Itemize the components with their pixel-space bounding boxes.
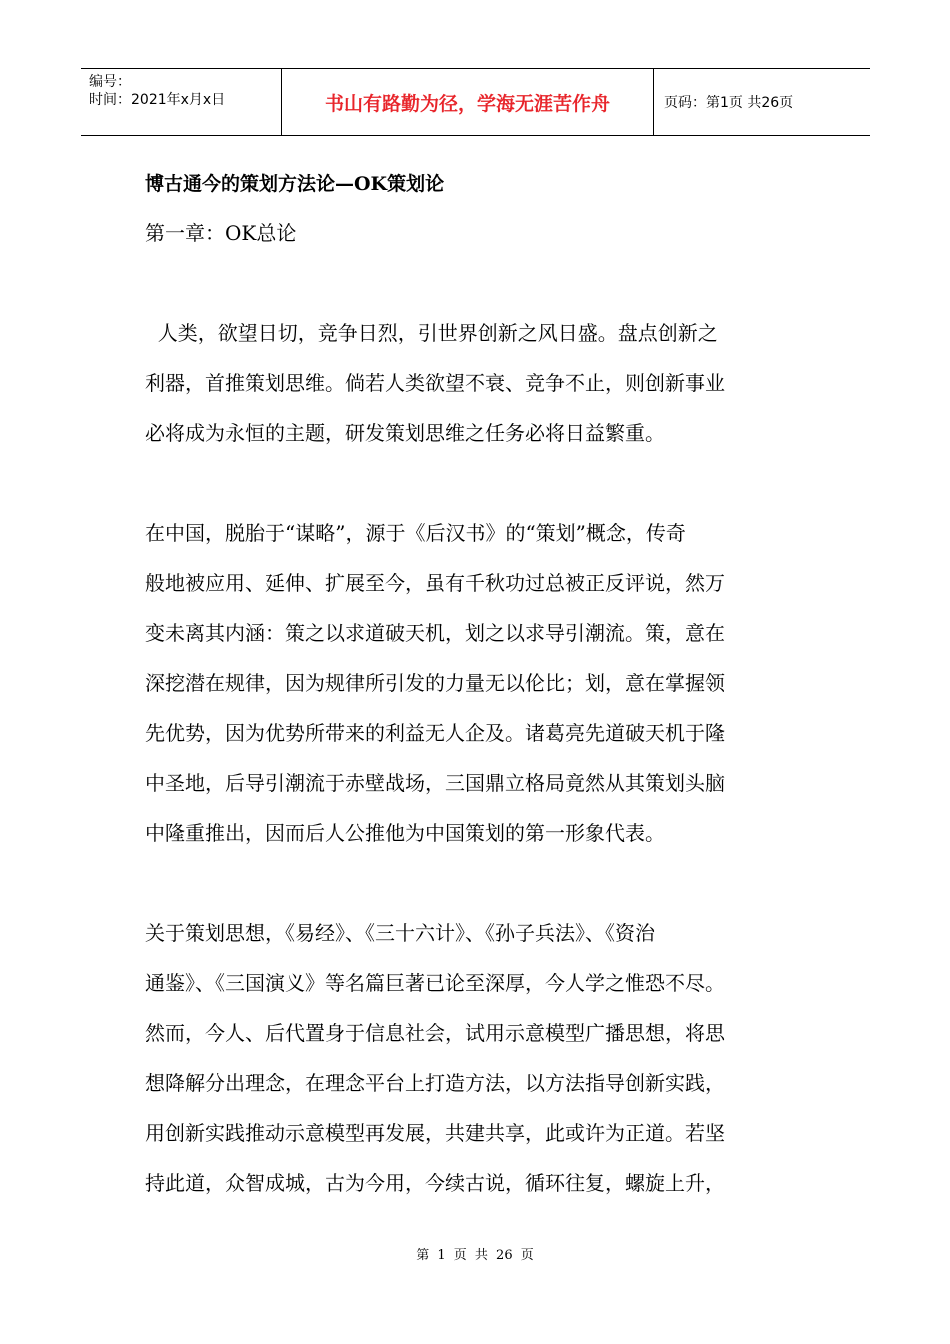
page-header [81,68,870,136]
paragraph-line: 人类，欲望日切，竞争日烈，引世界创新之风日盛。盘点创新之 [145,321,718,345]
paragraph-line: 利器，首推策划思维。倘若人类欲望不衰、竞争不止，则创新事业 [145,371,725,395]
paragraph-line: 般地被应用、延伸、扩展至今，虽有千秋功过总被正反评说，然万 [145,571,725,595]
header-motto: 书山有路勤为径，学海无涯苦作舟 [324,92,610,115]
paragraph-line: 用创新实践推动示意模型再发展，共建共享，此或许为正道。若坚 [145,1121,725,1145]
document-title: 博古通今的策划方法论—OK策划论 [145,173,445,195]
paragraph-line: 必将成为永恒的主题，研发策划思维之任务必将日益繁重。 [145,421,665,445]
paragraph-2 [145,508,835,858]
paragraph-line: 中圣地，后导引潮流于赤壁战场，三国鼎立格局竟然从其策划头脑 [145,771,725,795]
page-footer [0,1247,950,1265]
paragraph-1 [145,308,835,458]
footer-page-number: 第 1 页 共 26 页 [416,1248,534,1263]
header-meta-cell [81,69,282,135]
paragraph-line: 先优势，因为优势所带来的利益无人企及。诸葛亮先道破天机于隆 [145,721,725,745]
paragraph-line: 深挖潜在规律，因为规律所引发的力量无以伦比；划，意在掌握领 [145,671,725,695]
document-number-label: 编号： [89,74,131,90]
paragraph-line: 在中国，脱胎于“谋略”，源于《后汉书》的“策划”概念，传奇 [145,521,686,545]
paragraph-line: 中隆重推出，因而后人公推他为中国策划的第一形象代表。 [145,821,665,845]
paragraph-line: 持此道，众智成城，古为今用，今续古说，循环往复，螺旋上升， [145,1171,725,1195]
paragraph-line: 通鉴》、《三国演义》等名篇巨著已论至深厚，今人学之惟恐不尽。 [145,971,725,995]
header-page-info: 页码：第1页 共26页 [664,95,794,111]
paragraph-line: 变未离其内涵：策之以求道破天机，划之以求导引潮流。策，意在 [145,621,725,645]
paragraph-line: 然而，今人、后代置身于信息社会，试用示意模型广播思想，将思 [145,1021,725,1045]
paragraph-3 [145,908,835,1208]
paragraph-line: 想降解分出理念，在理念平台上打造方法，以方法指导创新实践， [145,1071,725,1095]
header-motto-cell [282,69,654,135]
document-date-label: 时间：2021年x月x日 [89,92,226,108]
chapter-heading: 第一章：OK总论 [145,221,297,245]
paragraph-line: 关于策划思想，《易经》、《三十六计》、《孙子兵法》、《资治 [145,921,655,945]
header-page-cell [654,69,870,135]
